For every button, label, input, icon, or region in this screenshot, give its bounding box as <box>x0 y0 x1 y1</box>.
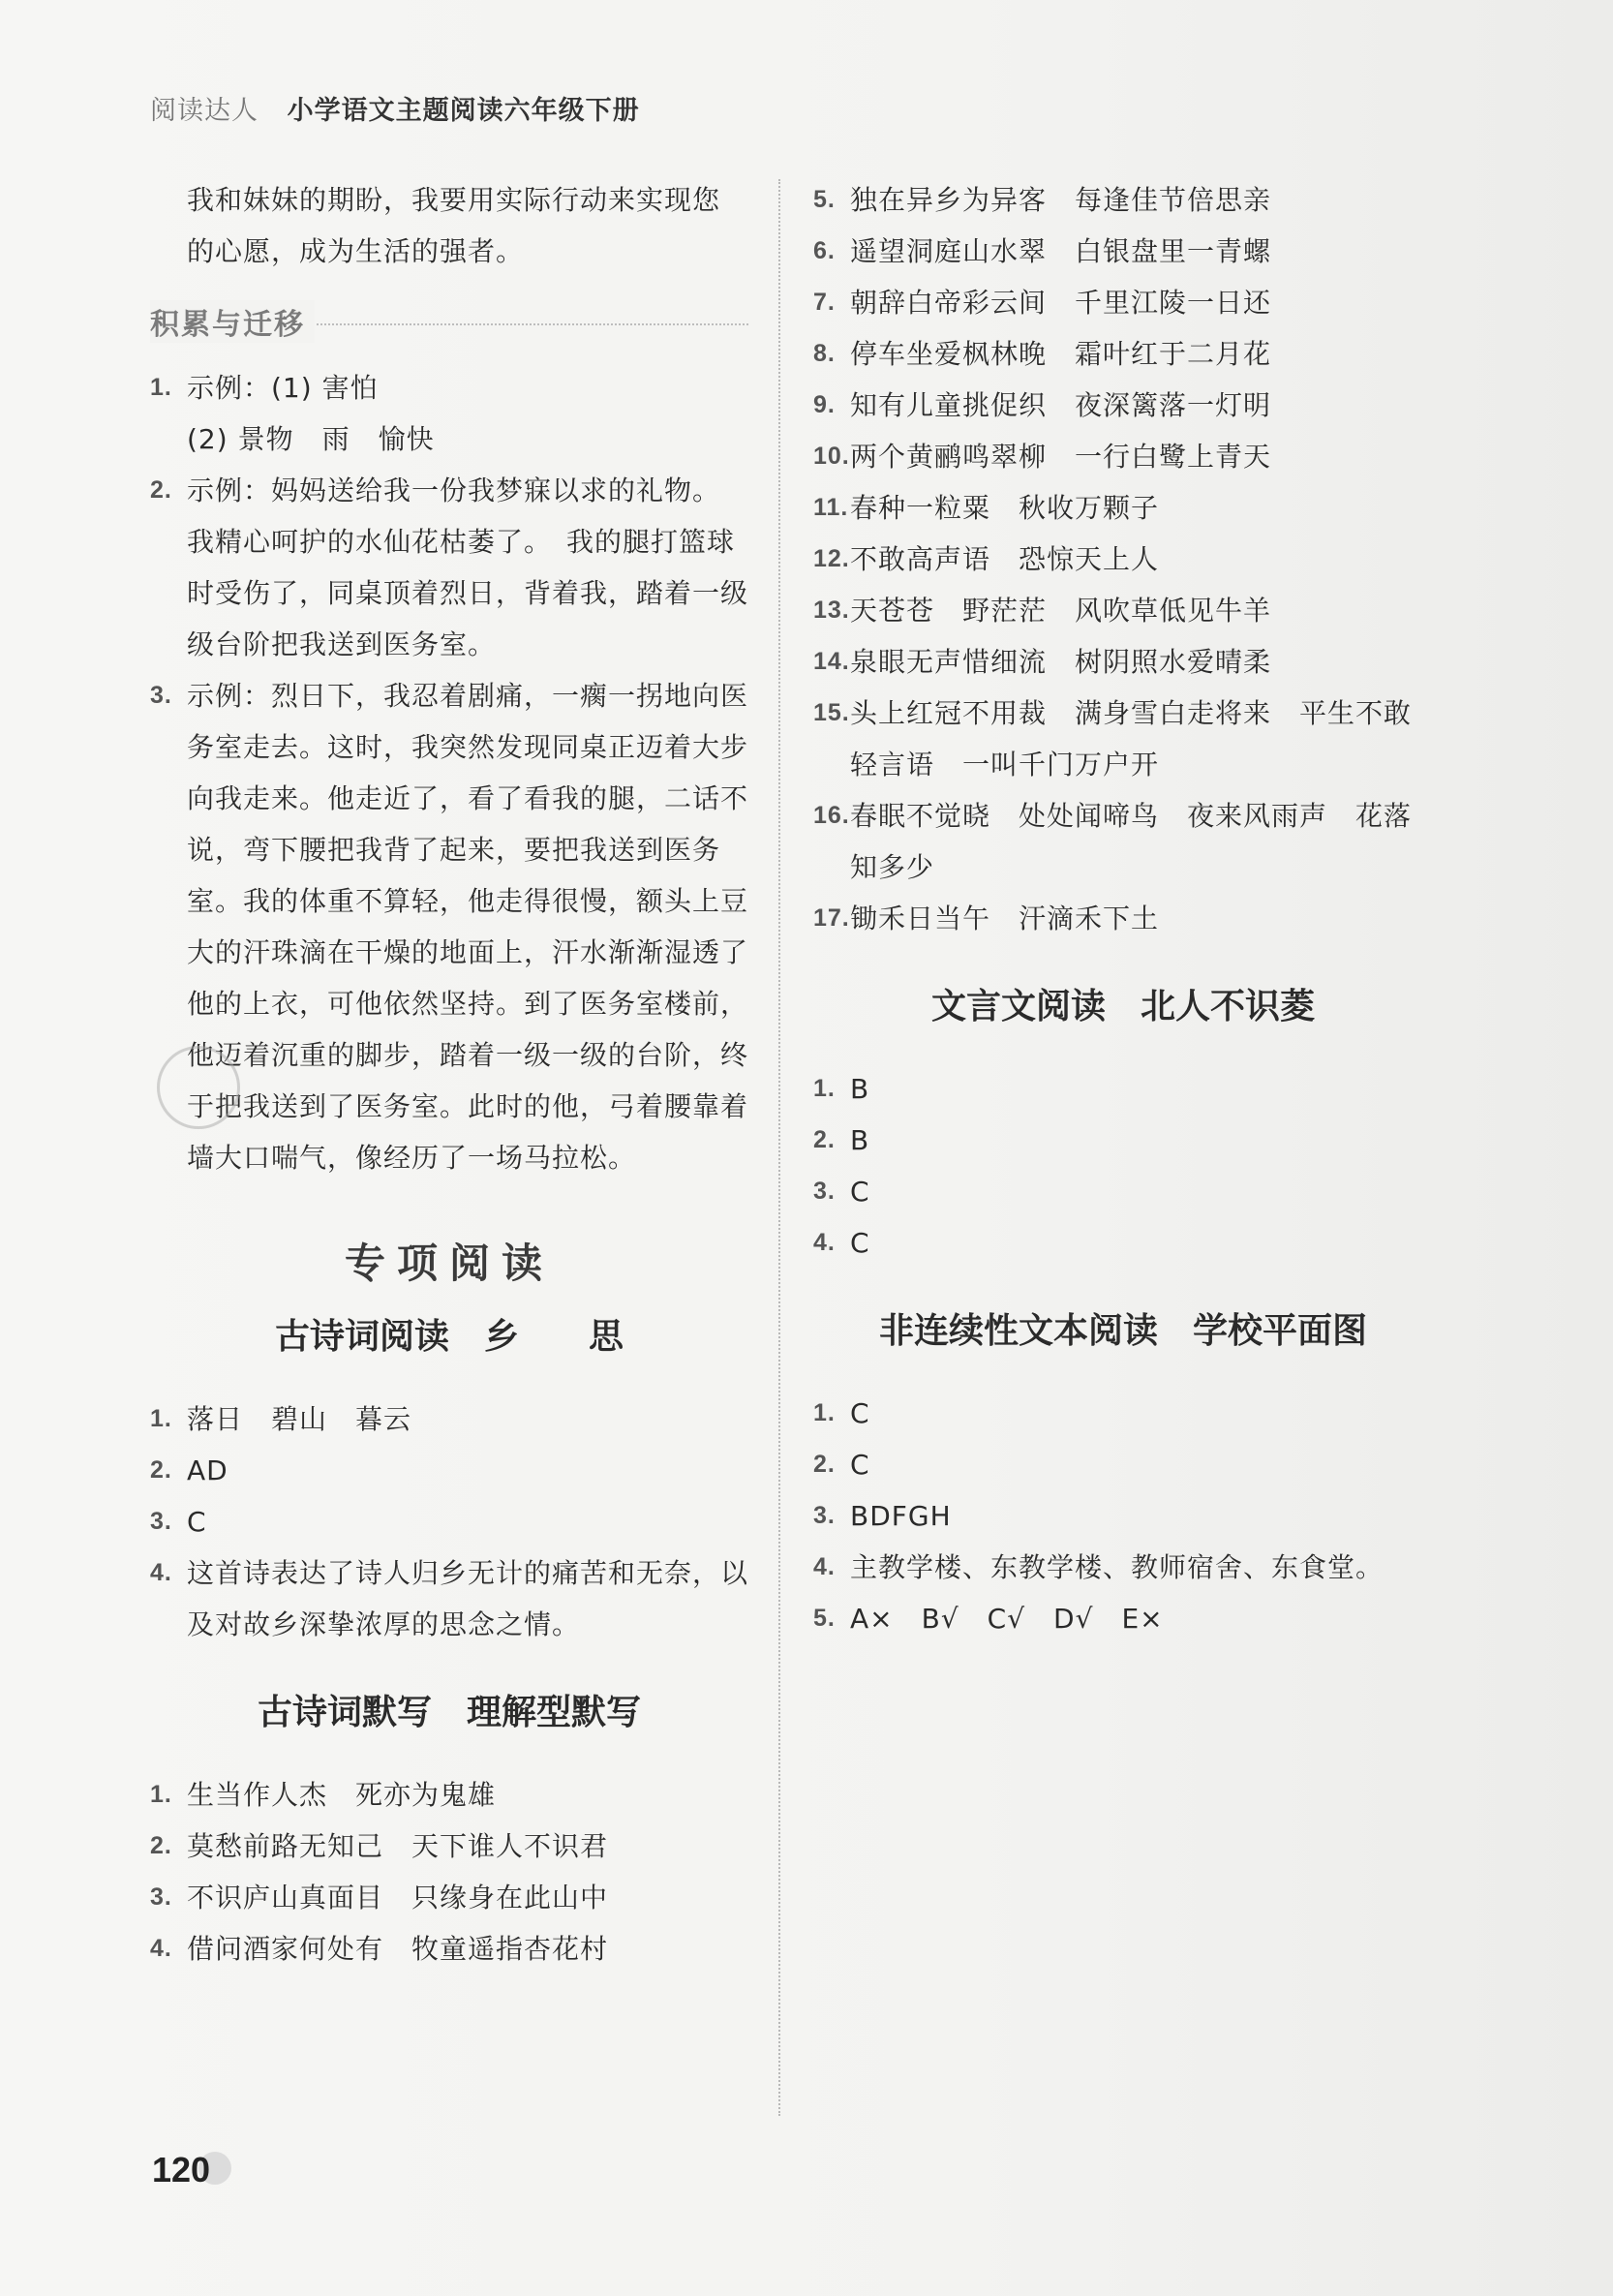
series-brand: 阅读达人 <box>150 96 259 126</box>
list-item <box>813 1490 1433 1542</box>
list-item <box>150 670 748 1183</box>
noncontinuous-answer-list <box>813 1388 1433 1644</box>
item-text: 春种一粒粟 秋收万颗子 <box>850 492 1160 524</box>
list-item <box>813 534 1433 585</box>
list-item <box>813 1217 1433 1269</box>
item-number: 1. <box>150 1781 172 1808</box>
noncontinuous-text-heading: 非连续性文本阅读 学校平面图 <box>878 1310 1367 1351</box>
column-divider <box>778 179 780 2116</box>
item-number: 17. <box>813 904 850 932</box>
item-text: 独在异乡为异客 每逢佳节倍思亲 <box>850 184 1272 216</box>
section-bar-accumulation <box>150 291 748 349</box>
list-item <box>813 1115 1433 1166</box>
item-number: 7. <box>813 289 836 316</box>
item-text: 天苍苍 野茫茫 风吹草低见牛羊 <box>850 595 1272 627</box>
item-text: BDFGH <box>850 1500 952 1532</box>
item-text: C <box>187 1506 207 1538</box>
item-text: 不识庐山真面目 只缘身在此山中 <box>187 1882 609 1913</box>
item-number: 16. <box>813 802 850 829</box>
item-number: 2. <box>150 1832 172 1859</box>
list-item <box>813 277 1433 328</box>
item-number: 3. <box>150 1883 172 1911</box>
list-item <box>813 1542 1433 1593</box>
list-item <box>150 1393 748 1445</box>
dictation-list-continued <box>813 174 1433 944</box>
list-item <box>150 1769 748 1821</box>
item-number: 3. <box>150 1508 172 1535</box>
special-reading-heading: 专项阅读 <box>344 1240 554 1287</box>
item-text: C <box>850 1397 870 1429</box>
item-number: 4. <box>150 1935 172 1962</box>
item-text: 锄禾日当午 汗滴禾下土 <box>850 903 1160 934</box>
list-item <box>813 1166 1433 1217</box>
item-text: C <box>850 1176 870 1208</box>
item-number: 12. <box>813 545 850 572</box>
item-number: 3. <box>813 1502 836 1529</box>
book-title: 小学语文主题阅读六年级下册 <box>287 96 640 126</box>
list-item <box>813 636 1433 688</box>
item-number: 2. <box>813 1451 836 1478</box>
list-item <box>813 688 1433 790</box>
dictation-list <box>150 1769 748 1975</box>
intro-line: 我和妹妹的期盼，我要用实际行动来实现您 <box>187 184 721 216</box>
list-item <box>813 380 1433 431</box>
item-text: B <box>850 1124 870 1156</box>
item-number: 2. <box>813 1126 836 1153</box>
dictation-heading: 古诗词默写 理解型默写 <box>257 1692 641 1732</box>
item-number: 1. <box>150 374 172 401</box>
item-number: 4. <box>813 1229 836 1256</box>
list-item <box>813 328 1433 380</box>
classical-chinese-heading: 文言文阅读 北人不识菱 <box>930 986 1315 1026</box>
item-text: B <box>850 1073 870 1105</box>
item-text: 遥望洞庭山水翠 白银盘里一青螺 <box>850 235 1272 267</box>
item-text: 停车坐爱枫林晚 霜叶红于二月花 <box>850 338 1272 370</box>
section-label: 积累与迁移 <box>150 300 315 343</box>
item-number: 9. <box>813 391 836 418</box>
item-text: C <box>850 1227 870 1259</box>
list-item <box>813 1593 1433 1644</box>
list-item <box>150 1547 748 1650</box>
item-number: 1. <box>813 1399 836 1426</box>
item-number: 8. <box>813 340 836 367</box>
list-item <box>813 1063 1433 1115</box>
item-text: 两个黄鹂鸣翠柳 一行白鹭上青天 <box>850 441 1272 473</box>
item-number: 6. <box>813 237 836 264</box>
list-item <box>150 465 748 670</box>
list-item <box>150 1445 748 1496</box>
list-item <box>150 1872 748 1923</box>
accumulation-list <box>150 362 748 1183</box>
item-number: 10. <box>813 443 850 470</box>
right-column <box>813 174 1433 1644</box>
item-text: C <box>850 1449 870 1481</box>
list-item <box>150 1923 748 1975</box>
item-number: 15. <box>813 699 850 726</box>
list-item <box>150 362 748 465</box>
classical-answer-list <box>813 1063 1433 1269</box>
list-item <box>813 585 1433 636</box>
poem-answer-list <box>150 1393 748 1650</box>
item-text: 春眠不觉晓 处处闻啼鸟 夜来风雨声 花落知多少 <box>850 800 1413 883</box>
list-item <box>813 482 1433 534</box>
list-item <box>813 226 1433 277</box>
item-number: 5. <box>813 186 836 213</box>
item-text: 知有儿童挑促织 夜深篱落一灯明 <box>850 389 1272 421</box>
left-column <box>150 174 748 1975</box>
item-number: 3. <box>813 1178 836 1205</box>
item-text: A× B√ C√ D√ E× <box>850 1603 1164 1635</box>
faded-stamp-mark <box>157 1046 240 1129</box>
page-header <box>150 89 640 128</box>
item-number: 3. <box>150 682 172 709</box>
item-number: 4. <box>150 1559 172 1586</box>
item-text: 朝辞白帝彩云间 千里江陵一日还 <box>850 287 1272 319</box>
item-text: 示例：妈妈送给我一份我梦寐以求的礼物。 我精心呵护的水仙花枯萎了。 我的腿打篮球时受伤了，同桌顶着烈日，背着我，踏着一级级台阶把我送到医务室。 <box>187 475 749 660</box>
list-item <box>813 893 1433 944</box>
item-number: 4. <box>813 1553 836 1580</box>
item-text: 生当作人杰 死亦为鬼雄 <box>187 1779 497 1811</box>
item-number: 14. <box>813 648 850 675</box>
list-item <box>813 174 1433 226</box>
poem-reading-heading: 古诗词阅读 乡 思 <box>274 1316 624 1357</box>
list-item <box>813 1388 1433 1439</box>
item-text: 主教学楼、东教学楼、教师宿舍、东食堂。 <box>850 1551 1385 1583</box>
item-text: 头上红冠不用裁 满身雪白走将来 平生不敢轻言语 一叫千门万户开 <box>850 697 1413 781</box>
item-text: 泉眼无声惜细流 树阴照水爱晴柔 <box>850 646 1272 678</box>
item-number: 11. <box>813 494 849 521</box>
item-number: 13. <box>813 597 850 624</box>
page-number: 120 <box>152 2150 211 2189</box>
item-number: 5. <box>813 1605 836 1632</box>
item-text: 示例：(1) 害怕 (2) 景物 雨 愉快 <box>187 372 435 455</box>
item-text: 莫愁前路无知己 天下谁人不识君 <box>187 1830 609 1862</box>
item-number: 2. <box>150 1456 172 1484</box>
list-item <box>150 1821 748 1872</box>
list-item <box>813 431 1433 482</box>
item-text: AD <box>187 1454 228 1486</box>
list-item <box>813 790 1433 893</box>
item-text: 不敢高声语 恐惊天上人 <box>850 543 1160 575</box>
item-text: 示例：烈日下，我忍着剧痛，一瘸一拐地向医务室走去。这时，我突然发现同桌正迈着大步向我走来。他走近了，看了看我的腿，二话不说，弯下腰把我背了起来，要把我送到医务室。我的体重不算轻，他走得很慢，额头上豆大的汗珠滴在干燥的地面上，汗水渐渐湿透了他的上衣，可他依然坚持。到了医务室楼前，他迈着沉重的脚步，踏着一级一级的台阶，终于把我送到了医务室。此时的他，弓着腰靠着墙大口喘气，像经历了一场马拉松。 <box>187 680 749 1174</box>
item-text: 这首诗表达了诗人归乡无计的痛苦和无奈，以及对故乡深挚浓厚的思念之情。 <box>187 1557 749 1640</box>
item-number: 1. <box>150 1405 172 1432</box>
list-item <box>150 1496 748 1547</box>
item-number: 2. <box>150 476 172 504</box>
item-text: 借问酒家何处有 牧童遥指杏花村 <box>187 1933 609 1965</box>
item-number: 1. <box>813 1075 836 1102</box>
intro-line: 的心愿，成为生活的强者。 <box>187 235 525 267</box>
item-text: 落日 碧山 暮云 <box>187 1403 412 1435</box>
list-item <box>813 1439 1433 1490</box>
